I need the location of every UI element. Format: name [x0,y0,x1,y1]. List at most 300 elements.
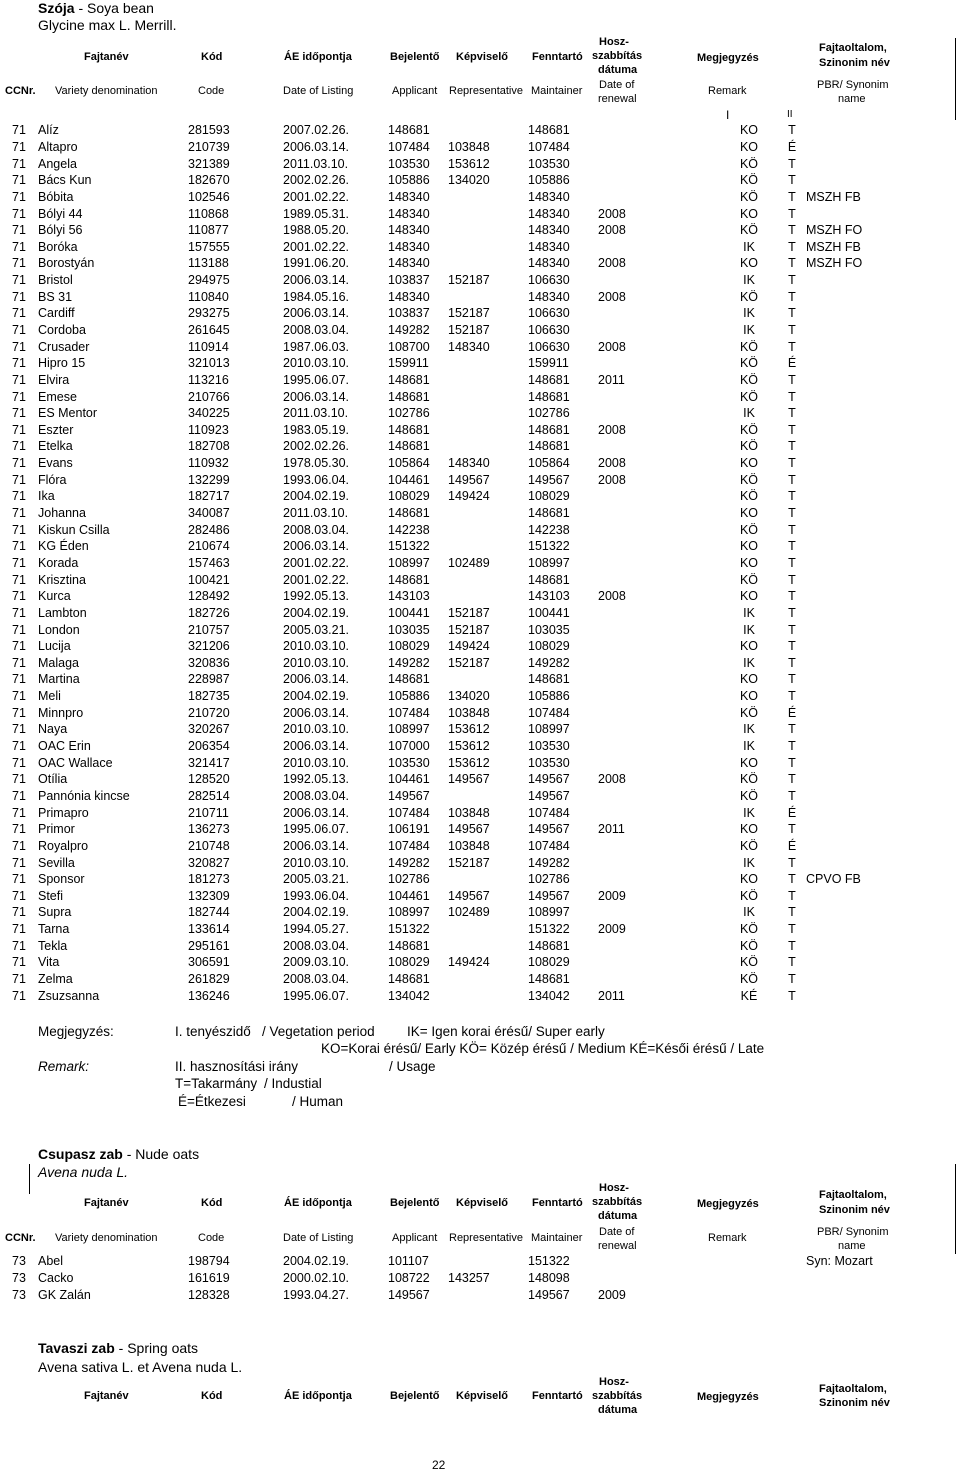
representative-cell [448,921,528,938]
maintainer-cell: 148681 [528,123,570,138]
remark-maturity-cell: KO [739,822,759,837]
synonym-cell [806,405,866,422]
applicant-cell: 148340 [388,206,430,221]
remark-maturity-cell [720,1286,778,1303]
remark-maturity-cell: KO [739,206,759,221]
header-syn-2: Szinonim név [819,1397,890,1409]
representative-cell [448,255,528,272]
table-row [0,704,866,721]
remark-maturity-cell: KO [739,539,759,554]
remark-usage-cell: T [788,422,796,437]
code-cell: 210720 [188,705,230,720]
listing-date-cell: 2011.03.10. [283,506,349,521]
ccnr-cell: 71 [12,788,26,803]
renewal-cell: 2008 [598,456,626,471]
applicant-cell: 104461 [388,888,430,903]
remark-usage-cell: T [788,938,796,953]
header-ae: ÁE időpontja [284,51,352,63]
maintainer-cell: 149567 [528,772,570,787]
renewal-cell [598,488,720,505]
maintainer-cell: 149567 [528,788,570,803]
code-cell: 161619 [188,1270,230,1285]
header-syn-4: name [838,1240,866,1252]
remark-usage-cell: T [788,489,796,504]
renewal-cell [598,355,720,372]
representative-cell [448,1286,528,1303]
listing-date-cell: 2010.03.10. [283,639,350,654]
remark-usage-cell: T [788,572,796,587]
listing-date-cell: 1988.05.20. [283,223,350,238]
representative-cell: 149424 [448,489,490,504]
table-row [0,887,866,904]
synonym-cell [806,987,866,1004]
synonym-cell [806,155,866,172]
synonym-cell: Syn: Mozart [806,1254,873,1269]
applicant-cell: 104461 [388,772,430,787]
maintainer-cell: 102786 [528,406,570,421]
code-cell: 321013 [188,356,230,371]
remark-usage-cell: T [788,655,796,670]
variety-name-cell: Tarna [38,922,70,937]
synonym-cell: MSZH FO [806,223,863,238]
applicant-cell: 108997 [388,905,430,920]
applicant-cell: 148681 [388,123,430,138]
renewal-cell [598,272,720,289]
listing-date-cell: 2010.03.10. [283,722,350,737]
column-divider [955,1164,956,1254]
applicant-cell: 151322 [388,922,430,937]
header-hosz-3: dátuma [598,1210,638,1222]
ccnr-cell: 71 [12,439,26,454]
representative-cell: 153612 [448,739,490,754]
table-row [0,555,866,572]
ccnr-cell: 71 [12,872,26,887]
listing-date-cell: 1987.06.03. [283,339,350,354]
applicant-cell: 102786 [388,872,430,887]
synonym-cell [806,555,866,572]
remark-maturity-cell: KÖ [739,705,759,720]
code-cell: 136273 [188,822,230,837]
header-hosz-2: szabbítás [592,1196,643,1208]
ccnr-cell: 71 [12,888,26,903]
table-row [0,139,866,156]
maintainer-cell: 106630 [528,323,570,337]
maintainer-cell: 107484 [528,838,570,853]
remark-maturity-cell: IK [743,805,755,820]
section-title-rest: - Spring oats [114,1340,199,1356]
header-remark: Remark [708,85,747,97]
table-row [0,422,866,439]
applicant-cell: 108029 [388,489,430,504]
code-cell: 281593 [188,123,230,138]
header-syn-1: Fajtaoltalom, [819,42,887,54]
applicant-cell: 148681 [388,572,430,587]
maintainer-cell: 105864 [528,456,570,471]
maintainer-cell: 107484 [528,705,570,720]
listing-date-cell: 1994.05.27. [283,922,350,937]
code-cell: 128328 [188,1287,230,1302]
ccnr-cell: 71 [12,838,26,853]
ccnr-cell: 71 [12,223,26,238]
listing-date-cell: 2005.03.21. [283,622,350,637]
notes-industial: / Industial [264,1076,322,1091]
remark-usage-cell: T [788,955,796,970]
maintainer-cell: 148681 [528,389,570,404]
renewal-cell: 2008 [598,472,626,487]
notes-usage-en: / Usage [389,1059,436,1074]
header-fenntarto: Fenntartó [532,1390,583,1402]
synonym-cell [806,621,866,638]
applicant-cell: 148681 [388,389,430,404]
maintainer-cell: 108029 [528,955,570,970]
listing-date-cell: 2001.02.22. [283,189,350,204]
remark-usage-cell: T [788,323,796,337]
synonym-cell [806,305,866,322]
code-cell: 340087 [188,506,230,521]
synonym-cell [806,205,866,222]
representative-cell: 102489 [448,555,490,570]
header-variety: Variety denomination [55,85,158,97]
remark-maturity-cell: KÖ [739,289,759,304]
remark-maturity-cell: KO [739,506,759,521]
variety-name-cell: Royalpro [38,838,89,853]
header-roman-2: II [787,109,793,120]
ccnr-cell: 71 [12,555,26,570]
page-number: 22 [432,1458,446,1472]
renewal-cell [598,688,720,705]
listing-date-cell: 1984.05.16. [283,289,350,304]
variety-name-cell: Otília [38,772,68,787]
remark-maturity-cell: IK [743,722,755,737]
maintainer-cell: 148681 [528,439,570,454]
remark-maturity-cell: IK [743,323,755,337]
table-row [0,771,866,788]
listing-date-cell: 2009.03.10. [283,955,350,970]
maintainer-cell: 107484 [528,805,570,820]
remark-usage-cell: T [788,689,796,704]
header-remark: Remark [708,1232,747,1244]
renewal-cell [598,571,720,588]
remark-usage-cell: T [788,306,796,321]
section-title-rest: - Nude oats [122,1146,200,1162]
representative-cell: 148340 [448,456,490,471]
table-row [0,238,866,255]
renewal-cell: 2008 [598,422,626,437]
variety-name-cell: Elvira [38,372,70,387]
header-kod: Kód [201,51,223,63]
synonym-cell [806,455,866,472]
remark-usage-cell: T [788,788,796,803]
remark-usage-cell: T [788,206,796,221]
ccnr-cell: 71 [12,655,26,670]
table-row [0,288,866,305]
maintainer-cell: 148340 [528,289,570,304]
representative-cell: 134020 [448,689,490,704]
table-row [0,155,866,172]
remark-maturity-cell: KO [739,555,759,570]
synonym-cell: MSZH FO [806,256,863,271]
ccnr-cell: 71 [12,472,26,487]
remark-usage-cell: T [788,156,796,171]
applicant-cell: 105864 [388,456,430,471]
ccnr-cell: 71 [12,306,26,321]
code-cell: 210748 [188,838,230,853]
variety-name-cell: Borostyán [38,256,95,271]
ccnr-cell: 71 [12,922,26,937]
notes-human: / Human [292,1094,344,1109]
synonym-cell [806,521,866,538]
variety-name-cell: Primapro [38,805,89,820]
variety-name-cell: Supra [38,905,72,920]
variety-name-cell: KG Éden [38,539,89,554]
remark-maturity-cell: IK [743,306,755,321]
variety-name-cell: Hipro 15 [38,356,86,371]
table-row [0,954,866,971]
applicant-cell: 148681 [388,372,430,387]
ccnr-cell: 73 [12,1254,26,1269]
synonym-cell [806,887,866,904]
code-cell: 210766 [188,389,230,404]
representative-cell: 152187 [448,306,490,321]
renewal-cell: 2008 [598,256,626,271]
header-maintainer: Maintainer [531,1232,583,1244]
applicant-cell: 149282 [388,855,430,870]
table-row [0,471,866,488]
variety-name-cell: Malaga [38,655,79,670]
remark-usage-cell: T [788,622,796,637]
synonym-cell [806,338,866,355]
representative-cell: 149567 [448,472,490,487]
renewal-cell [598,605,720,622]
table-row [0,521,866,538]
remark-maturity-cell: IK [743,655,755,670]
header-megjegyzes: Megjegyzés [697,1391,759,1403]
representative-cell [448,937,528,954]
synonym-cell [806,605,866,622]
header-kepviselo: Képviselő [456,1197,508,1209]
ccnr-cell: 71 [12,273,26,288]
header-fenntarto: Fenntartó [532,51,583,63]
code-cell: 340225 [188,406,230,421]
remark-maturity-cell: KÖ [739,489,759,504]
ccnr-cell: 71 [12,572,26,587]
maintainer-cell: 148681 [528,938,570,953]
maintainer-cell: 149567 [528,1287,570,1302]
remark-usage-cell: T [788,639,796,654]
listing-date-cell: 1992.05.13. [283,589,350,604]
representative-cell [448,288,528,305]
listing-date-cell: 2002.02.26. [283,439,350,454]
synonym-cell [806,422,866,439]
renewal-cell [598,405,720,422]
representative-cell [448,788,528,805]
synonym-cell [806,505,866,522]
listing-date-cell: 2011.03.10. [283,156,349,171]
variety-name-cell: Etelka [38,439,73,454]
code-cell: 128520 [188,772,230,787]
renewal-cell: 2009 [598,922,626,937]
representative-cell [448,222,528,239]
listing-date-cell: 1995.06.07. [283,372,350,387]
section-latin-name: Avena nuda L. [38,1164,129,1180]
remark-maturity-cell: KO [739,589,759,604]
applicant-cell: 148681 [388,506,430,521]
representative-cell [448,987,528,1004]
listing-date-cell: 2006.03.14. [283,539,350,554]
section-title-bold: Csupasz zab [38,1146,123,1162]
section-title-bold: Szója [38,0,75,16]
code-cell: 113216 [188,372,229,387]
renewal-cell [598,189,720,206]
table-row [0,638,866,655]
applicant-cell: 108997 [388,555,430,570]
synonym-cell [806,655,866,672]
renewal-cell [598,1270,720,1287]
table-row [0,305,866,322]
header-renewal-1: Date of [599,79,635,91]
ccnr-cell: 71 [12,372,26,387]
synonym-cell [806,821,866,838]
table-row [0,1286,873,1303]
synonym-cell [806,704,866,721]
remark-maturity-cell: IK [743,855,755,870]
applicant-cell: 149567 [388,1287,430,1302]
renewal-cell [598,788,720,805]
ccnr-cell: 71 [12,705,26,720]
remark-usage-cell: T [788,256,796,271]
table-row [0,838,866,855]
code-cell: 320827 [188,855,230,870]
variety-name-cell: Martina [38,672,80,687]
maintainer-cell: 103530 [528,156,570,171]
representative-cell [448,538,528,555]
table-row [0,671,866,688]
section-title-soya [38,0,154,16]
remark-usage-cell: T [788,971,796,986]
remark-usage-cell: T [788,905,796,920]
remark-maturity-cell: KO [739,872,759,887]
code-cell: 110877 [188,223,229,238]
code-cell: 206354 [188,739,230,754]
renewal-cell [598,505,720,522]
code-cell: 228987 [188,672,230,687]
ccnr-cell: 71 [12,772,26,787]
table-row [0,788,866,805]
code-cell: 320267 [188,722,230,737]
header-kod: Kód [201,1390,223,1402]
maintainer-cell: 105886 [528,689,570,704]
variety-name-cell: Naya [38,722,68,737]
remark-usage-cell: T [788,522,796,537]
code-cell: 261829 [188,971,230,986]
maintainer-cell: 100441 [528,605,570,620]
applicant-cell: 105886 [388,689,430,704]
remark-maturity-cell: KÉ [740,988,758,1003]
table-row [0,222,866,239]
applicant-cell: 106191 [388,822,430,837]
table-row [0,804,866,821]
section-latin-name: Glycine max L. Merrill. [38,17,177,33]
code-cell: 210674 [188,539,230,554]
remark-usage-cell: T [788,672,796,687]
notes-super-early: IK= Igen korai érésű/ Super early [407,1024,605,1039]
variety-name-cell: Abel [38,1254,64,1269]
maintainer-cell: 149567 [528,822,570,837]
applicant-cell: 148340 [388,239,430,254]
remark-usage-cell: T [788,506,796,521]
ccnr-cell: 71 [12,173,26,188]
applicant-cell: 148340 [388,256,430,271]
ccnr-cell: 71 [12,206,26,221]
variety-name-cell: Pannónia kincse [38,788,130,803]
synonym-cell [806,921,866,938]
code-cell: 182726 [188,605,230,620]
maintainer-cell: 143103 [528,589,570,604]
remark-maturity-cell: KÖ [739,838,759,853]
variety-name-cell: Eszter [38,422,74,437]
renewal-cell [598,854,720,871]
listing-date-cell: 2001.02.22. [283,239,350,254]
variety-name-cell: Sevilla [38,855,75,870]
header-hosz-1: Hosz- [599,1376,629,1388]
table-row [0,255,866,272]
table-row [0,1253,873,1270]
table-row [0,754,866,771]
renewal-cell [598,738,720,755]
notes-remark-label: Remark: [38,1059,90,1074]
header-megjegyzes: Megjegyzés [697,1198,759,1210]
notes-etkezesi: É=Étkezesi [178,1094,246,1109]
maintainer-cell: 148340 [528,256,570,271]
ccnr-cell: 71 [12,622,26,637]
representative-cell: 152187 [448,655,490,670]
maintainer-cell: 106630 [528,273,570,288]
applicant-cell: 134042 [388,988,430,1003]
remark-maturity-cell: IK [743,739,755,754]
section-latin-name: Avena sativa L. et Avena nuda L. [38,1359,243,1375]
renewal-cell: 2008 [598,772,626,787]
applicant-cell: 159911 [388,356,429,371]
representative-cell: 153612 [448,755,490,770]
ccnr-cell: 71 [12,822,26,837]
notes-megjegyzes-label: Megjegyzés: [38,1024,114,1039]
remark-maturity-cell: KÖ [739,356,759,371]
maintainer-cell: 108029 [528,489,570,504]
renewal-cell [598,1253,720,1270]
listing-date-cell: 2006.03.14. [283,273,350,288]
variety-name-cell: Tekla [38,938,68,953]
variety-name-cell: Stefi [38,888,64,903]
renewal-cell [598,155,720,172]
listing-date-cell: 2008.03.04. [283,522,350,537]
table-row [0,721,866,738]
remark-maturity-cell: KO [739,672,759,687]
code-cell: 113188 [188,256,229,271]
variety-name-cell: Bristol [38,273,73,288]
code-cell: 293275 [188,306,230,321]
renewal-cell: 2009 [598,888,626,903]
remark-usage-cell: T [788,439,796,454]
table-row [0,588,866,605]
remark-usage-cell: T [788,406,796,421]
ccnr-cell: 71 [12,189,26,204]
synonym-cell [806,688,866,705]
header-hosz-2: szabbítás [592,50,643,62]
listing-date-cell: 2006.03.14. [283,838,350,853]
listing-date-cell: 2000.02.10. [283,1270,350,1285]
applicant-cell: 143103 [388,589,430,604]
remark-maturity-cell: KÖ [739,888,759,903]
